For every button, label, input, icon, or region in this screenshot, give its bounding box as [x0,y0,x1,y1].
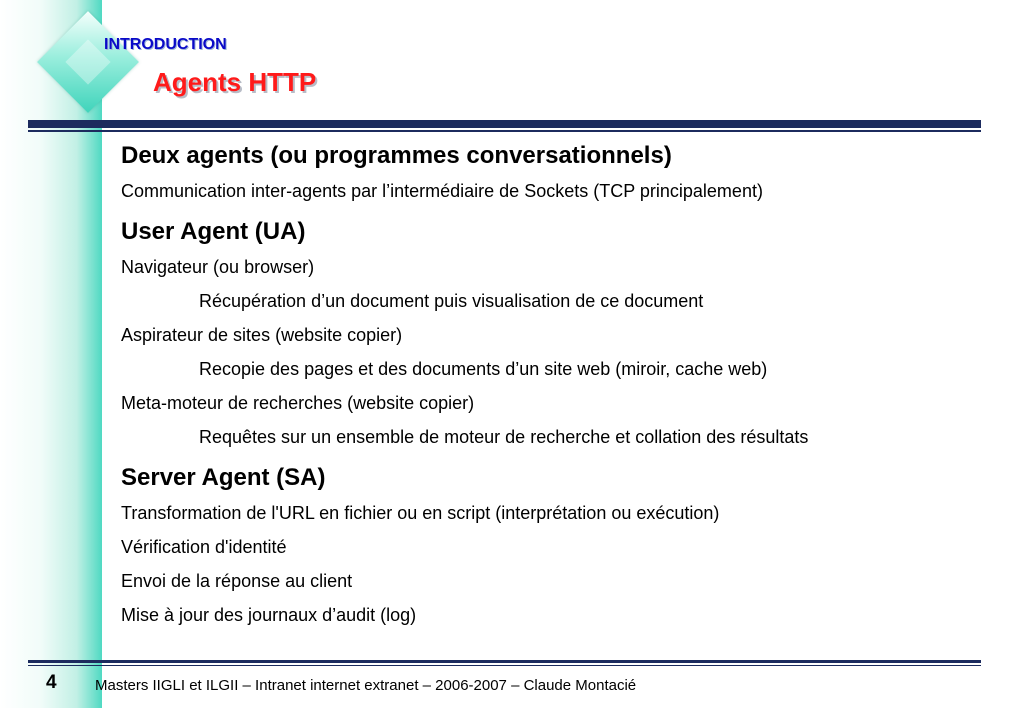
sa-item: Mise à jour des journaux d’audit (log) [121,605,417,625]
sa-item: Envoi de la réponse au client [121,571,353,591]
sa-item: Vérification d'identité [121,537,287,557]
footer-rule-thin [28,665,981,666]
heading-agents: Deux agents (ou programmes conversationnels) [121,142,672,169]
diamond-logo-icon [38,12,138,112]
footer-rule-thick [28,660,981,663]
slide-body [121,138,1011,632]
footer-text: Masters IIGLI et ILGII – Intranet internet extranet – 2006-2007 – Claude Montacié [95,677,637,694]
heading-server-agent: Server Agent (SA) [121,464,326,491]
ua-item: Aspirateur de sites (website copier) [121,325,403,345]
header-rule-thin [28,130,981,132]
bullet-communication: Communication inter-agents par l’intermédiaire de Sockets (TCP principalement) [121,181,763,201]
ua-subitem: Recopie des pages et des documents d’un site web (miroir, cache web) [199,359,768,379]
page-number: 4 [46,672,57,693]
slide-title: Agents HTTP [153,67,317,97]
ua-subitem: Récupération d’un document puis visualisation de ce document [199,291,704,311]
ua-item: Navigateur (ou browser) [121,257,315,277]
ua-item: Meta-moteur de recherches (website copier) [121,393,475,413]
sa-item: Transformation de l'URL en fichier ou en script (interprétation ou exécution) [121,503,720,523]
heading-user-agent: User Agent (UA) [121,218,306,245]
section-title: INTRODUCTION [104,36,227,53]
header-rule-thick [28,120,981,128]
ua-subitem: Requêtes sur un ensemble de moteur de recherche et collation des résultats [199,427,809,447]
